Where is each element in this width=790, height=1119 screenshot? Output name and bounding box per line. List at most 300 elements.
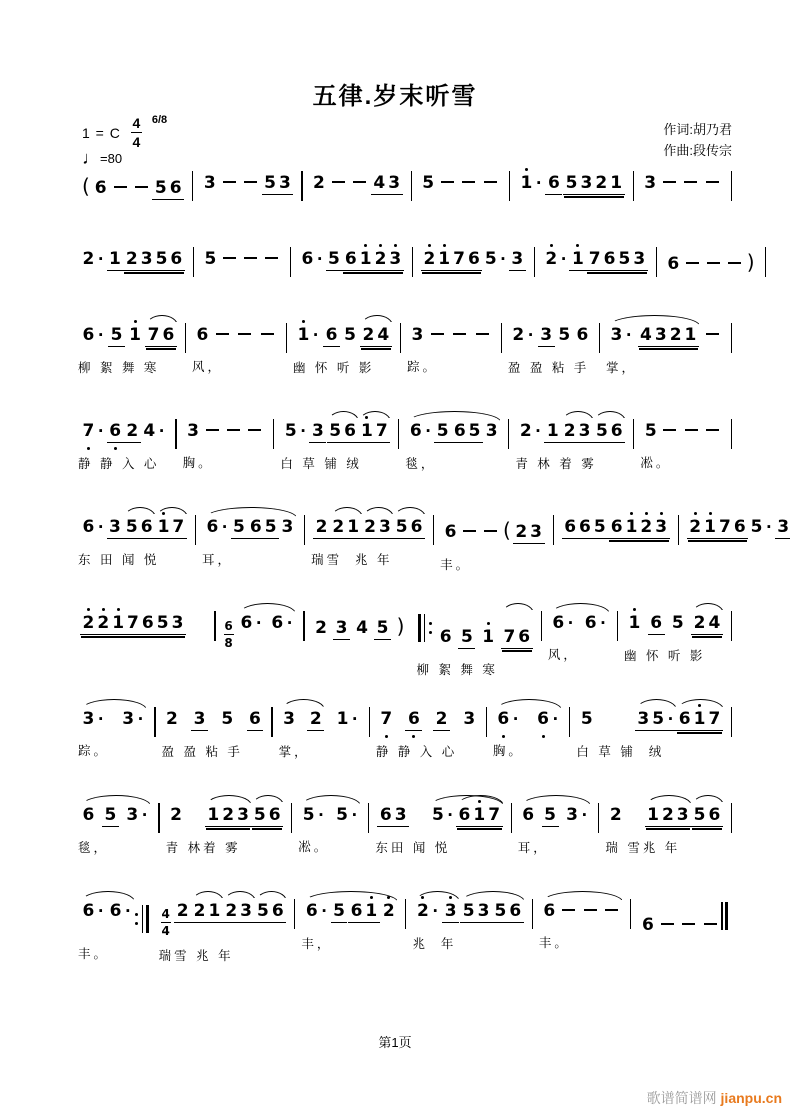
augmentation-dot: · [97,422,104,440]
note-group [702,338,723,340]
note-digit: 2 [313,173,325,193]
note-token [331,902,348,923]
note-digit: 7 [708,709,721,729]
note-group [501,628,533,649]
lyric-text: 幽 怀 听 影 [292,360,375,375]
note-token [639,916,656,936]
note-token [194,326,211,346]
note-token [700,928,721,930]
note-digit: 6 [206,517,219,537]
measure-notes [535,888,628,925]
note-token [676,710,723,731]
note-group [323,326,340,347]
note-group [601,914,622,916]
note-token [702,338,723,340]
note-digit: 5 [494,901,507,921]
note-group [538,326,555,347]
octave-dot-high [443,244,446,247]
note-token [219,262,240,264]
tempo-value: =80 [100,150,123,166]
measure-notes [572,696,728,734]
watermark [647,1088,782,1108]
note-token [659,186,680,188]
measure [535,888,628,964]
note-token [145,326,177,347]
measure [620,600,729,678]
note-group [262,174,294,195]
note-group [659,186,680,188]
barline [509,171,510,201]
measure [401,408,506,472]
barline [731,707,732,737]
note-digit: 3 [463,709,476,729]
octave-dot-high [645,512,648,515]
repeat-begin-barline [418,614,432,642]
note-token [429,806,456,826]
note-token [593,422,625,443]
octave-dot-high [162,512,165,515]
note-group [80,422,107,442]
note-token [371,174,403,195]
note-token [80,250,107,270]
note-group [202,434,223,436]
note-group [240,186,261,188]
note-token [334,710,361,730]
note-digit: 6 [170,249,183,269]
note-digit: 5 [652,709,665,729]
measure-notes [504,312,597,350]
lyric-text: 毯， [405,456,437,471]
measure-notes [276,408,396,446]
note-token [299,250,326,270]
measure [602,312,729,376]
measure [195,160,299,228]
note-group [418,614,432,642]
augmentation-dot: · [567,614,574,632]
note-group [145,326,177,347]
note-token [110,191,131,193]
note-token [518,174,545,194]
duration-dash [135,186,148,188]
barline [617,611,618,641]
lyric-text: 东 田 闻 悦 [78,552,160,567]
lyric-text: 白 草 铺 绒 [280,456,362,471]
octave-dot-low [87,447,90,450]
note-digit: 3 [633,249,646,269]
note-digit: 6 [444,522,457,542]
measure-notes [636,408,729,445]
note-digit: 1 [627,614,642,634]
note-token [492,902,524,923]
note-digit: 1 [128,326,143,346]
note-group [107,902,134,922]
measure-notes [372,696,484,734]
note-group [442,523,459,543]
note-digit: 4 [708,613,721,633]
meter-divider [161,922,171,923]
note-token [459,535,480,537]
note-token [520,806,537,826]
measure [307,600,413,678]
note-digit: 3 [281,517,294,537]
parenthesis: ) [396,614,405,638]
note-group [124,806,151,826]
watermark-site-url[interactable]: jianpu.cn [720,1090,782,1106]
measure [512,160,631,228]
note-group [517,422,544,442]
barline [290,247,291,277]
measure-notes [659,236,763,278]
note-group [102,806,119,827]
note-digit: 5 [344,325,356,345]
lyric-text: 静 静 入 心 [78,456,160,471]
measure-notes [289,312,398,350]
note-token [251,806,283,827]
note-group [721,902,728,930]
measure-notes [198,504,302,542]
lyric-text [74,646,212,663]
note-digit: 3 [311,421,324,441]
note-digit: 2 [309,709,322,729]
barline [368,803,369,833]
note-digit: 6 [610,421,623,441]
note-digit: 5 [436,421,449,441]
note-digit: 3 [126,805,139,825]
measure [636,160,729,228]
note-group [541,902,558,922]
barline [411,171,412,201]
measure [511,408,631,472]
note-token [691,614,723,635]
lyric-text [512,206,631,223]
note-digit: 6 [650,613,663,633]
note-digit: 6 [344,249,357,269]
note-token [360,326,392,347]
measure-notes [512,160,631,198]
note-token [164,710,181,730]
note-digit: 6 [169,178,182,198]
lyric-text [636,205,729,222]
note-token [80,326,107,346]
octave-dot-high [630,512,633,515]
note-group [279,518,296,538]
note-digit: 6 [344,421,356,441]
note-group [665,255,682,275]
note-token [127,326,144,346]
barline [412,247,413,277]
note-digit: 2 [373,250,388,270]
final-barline [721,902,728,930]
note-digit: 3 [394,805,407,825]
measure [179,408,272,472]
measure-notes [74,696,152,733]
note-token [495,710,522,730]
note-digit: 3 [530,522,542,542]
barline [633,419,634,449]
note-token [92,179,109,199]
note-digit: 7 [718,517,731,537]
note-digit: 6 [301,249,314,269]
note-group [593,422,625,443]
note-token [558,914,579,916]
barline [731,323,732,353]
note-token [702,434,723,436]
measure [297,888,403,964]
note-token [334,806,361,826]
note-token [437,628,454,648]
note-token [687,518,748,539]
note-digit: 6 [552,613,565,633]
note-group [429,806,502,827]
lyric-text: 幽 怀 听 影 [623,648,706,663]
duration-dash [248,429,261,431]
augmentation-dot: · [535,422,541,440]
barline [273,419,274,449]
note-digit: 6 [453,421,466,441]
duration-dash [663,181,676,183]
measure-notes [403,312,499,349]
note-digit: 2 [222,805,235,825]
note-digit: 3 [443,902,458,922]
note-digit: 6 [708,805,721,825]
note-group [127,326,144,346]
note-token [724,267,745,269]
note-token [748,518,775,538]
note-token [234,338,255,340]
note-digit: 2 [669,325,682,345]
note-digit: 1 [624,518,639,538]
note-group [334,710,361,730]
duration-dash [728,262,741,264]
note-token [380,902,397,922]
note-digit: 2 [661,805,674,825]
augmentation-dot: · [321,902,327,920]
note-group [141,422,168,442]
note-token [483,422,500,442]
note-token [461,710,478,730]
note-digit: 6 [141,613,154,633]
lyric-text: 白 草 铺 绒 [576,744,665,759]
barline [569,707,570,737]
note-digit: 6 [536,710,551,730]
note-group [257,338,278,340]
lyric-text: 掌， [278,744,310,759]
lyric-text: 东田 闻 悦 [375,840,451,855]
measure [158,696,270,760]
note-digit: 1 [472,806,487,826]
note-group [92,179,109,199]
note-digit: 3 [676,805,689,825]
duration-dash [261,333,274,335]
lyric-text [218,658,302,675]
note-token [107,422,124,443]
note-group [580,914,601,916]
note-group [687,518,748,539]
note-token [648,614,665,635]
note-group [427,338,448,340]
note-digit: 5 [336,805,348,825]
note-digit: 5 [284,421,297,441]
note-digit: 5 [253,805,266,825]
note-token [541,902,558,922]
barline [154,707,155,737]
note-digit: 5 [328,249,340,269]
barline [369,707,370,737]
note-digit: 7 [81,422,96,442]
score-line [74,600,734,678]
note-digit: 3 [122,709,135,729]
note-token [564,806,591,826]
note-digit: 3 [566,805,578,825]
measure [504,312,597,376]
note-token [374,619,391,640]
note-token [313,518,330,539]
note-token [295,326,322,346]
note-digit: 6 [325,325,338,345]
lyric-text: 风， [547,647,579,662]
measure-notes [195,160,299,198]
duration-dash [114,186,127,188]
note-token [433,710,450,731]
note-group [669,614,686,634]
note-digit: 4 [640,325,652,345]
note-group [309,422,326,443]
augmentation-dot: · [158,422,165,440]
note-group [635,710,723,731]
measure [74,236,191,303]
note-token [580,914,601,916]
note-digit: 6 [603,249,616,269]
measure-notes [489,696,567,733]
augmentation-dot: · [512,710,519,728]
note-digit: 1 [481,628,496,648]
octave-dot-high [421,896,424,899]
lyricist-credit: 作词:胡乃君 [663,122,732,137]
augmentation-dot: · [351,806,358,824]
note-group [501,518,545,544]
note-token [362,518,394,539]
note-token [513,523,545,544]
lyric-text: 胸。 [492,743,524,758]
quarter-note-icon: ♩ [82,148,100,169]
note-group [648,614,665,635]
note-group [328,186,349,188]
lyric-text: 耳， [517,840,549,855]
note-digit: 6 [458,805,471,825]
lyric-text [537,282,654,299]
note-digit: 6 [522,805,535,825]
measure [74,600,212,678]
octave-dot-high [698,704,701,707]
note-digit: 3 [193,709,206,729]
note-group [680,186,701,188]
note-digit: 6 [576,325,589,345]
measure-notes [371,792,508,830]
measure [276,408,396,472]
note-token [451,422,483,443]
note-token [681,434,702,436]
lyric-text: 兆 年 [412,936,457,951]
note-digit: 1 [647,805,659,825]
duration-dash [706,333,719,335]
augmentation-dot: · [766,518,772,536]
measure [544,600,615,678]
note-digit: 5 [264,517,277,537]
lyric-text [305,206,409,223]
note-token [80,518,107,538]
measure [74,160,190,228]
note-digit: 3 [777,517,790,537]
note-token [569,250,586,271]
credits-block [663,120,732,162]
note-digit: 5 [618,249,631,269]
note-digit: 5 [333,901,345,921]
note-group [219,186,240,188]
measure-notes [155,888,293,938]
note-token [657,928,678,930]
note-group [80,518,107,538]
note-group [460,902,523,923]
duration-dash [707,262,720,264]
note-digit: 2 [193,901,206,921]
augmentation-dot: · [141,806,148,824]
note-token [563,174,624,195]
note-group [80,174,92,198]
note-digit: 3 [610,325,623,345]
note-group [80,710,107,730]
barline [765,247,766,277]
note-token [586,250,647,271]
duration-dash [216,333,229,335]
note-digit: 1 [336,709,349,729]
note-token [542,806,559,827]
duration-dash [244,181,257,183]
duration-dash [244,257,257,259]
note-digit: 4 [373,173,386,193]
note-token [223,902,255,923]
barline [214,611,215,641]
note-digit: 6 [305,901,318,921]
note-token [642,422,659,442]
measure [74,312,183,376]
barline [532,899,533,929]
barline [656,247,657,277]
barline [599,323,600,353]
note-group [442,902,459,923]
barline [598,803,599,833]
note-group [586,250,647,271]
note-token [244,434,265,436]
note-group [702,434,723,436]
note-token [247,710,264,731]
barline [731,611,732,641]
repeat-dots [134,913,139,925]
note-digit: 6 [667,254,680,274]
note-group [191,710,208,731]
note-group [437,628,454,648]
note-digit: 2 [563,421,576,441]
note-digit: 3 [654,325,667,345]
note-token [223,434,244,436]
lyric-text: 盈 盈 粘 手 [507,360,590,375]
barline [185,323,186,353]
measure-notes [294,792,366,829]
note-token [480,535,501,537]
barline [175,419,176,449]
note-group [459,535,480,537]
barline [508,419,509,449]
octave-dot-high [370,896,373,899]
